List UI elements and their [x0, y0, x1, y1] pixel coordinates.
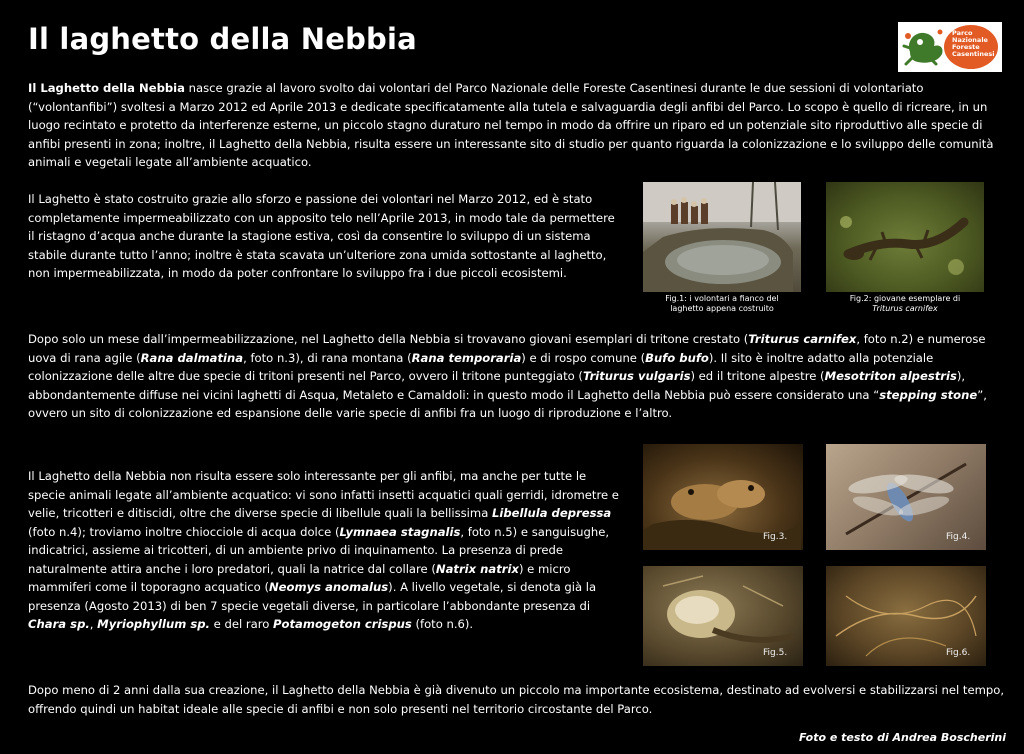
fauna-flora-paragraph: Il Laghetto della Nebbia non risulta essere solo interessante per gli anfibi, ma anche per tutte le specie animali legate all’ambiente acquatico: vi sono infatti insetti acquatici quali gerridi, idrometre e velie, tricotteri e ditiscidi, oltre che diverse specie di libellule quali la bellissima Libellula depressa (foto n.4); troviamo inoltre chiocciole di acqua dolce (Lymnaea stagnalis, foto n.5) e sanguisughe, indicatrici, assieme ai tricotteri, di un ambiente privo di inquinamento. La presenza di prede naturalmente attira anche i loro predatori, quali la natrice dal collare (Natrix natrix) e micro mammiferi come il toporagno acquatico (Neomys anomalus). A livello vegetale, si denota già la presenza (Agosto 2013) di ben 7 specie vegetali diverse, in particolare l’abbondante presenza di Chara sp., Myriophyllum sp. e del raro Potamogeton crispus (foto n.6).: [28, 469, 619, 631]
logo-text: Parco Nazionale Foreste Casentinesi: [952, 29, 995, 58]
amphibians-paragraph: Dopo solo un mese dall’impermeabilizzazione, nel Laghetto della Nebbia si trovavano giovani esemplari di tritone crestato (Triturus carnifex, foto n.2) e numerose uova di rana agile (Rana dalmatina, foto n.3), di rana montana (Rana temporaria) e di rospo comune (Bufo bufo). Il sito è inoltre adatto alla potenziale colonizzazione delle altre due specie di tritoni presenti nel Parco, ovvero il tritone punteggiato (Triturus vulgaris) ed il tritone alpestre (Mesotriton alpestris), abbondantemente diffuse nei vicini laghetti di Asqua, Metaleto e Camaldoli: in questo modo il Laghetto della Nebbia può essere considerato una “stepping stone”, ovvero un sito di colonizzazione ed espansione delle varie specie di anfibi fra un luogo di riproduzione e l’altro.: [28, 332, 987, 420]
fig1-volunteers-photo: [643, 182, 801, 292]
fig6-aquatic-plants-photo: [826, 566, 986, 666]
fig2-newt-photo: [826, 182, 984, 292]
fig5-snail-photo: [643, 566, 803, 666]
fig4-dragonfly-photo: [826, 444, 986, 550]
fig1-caption: Fig.1: i volontari a fianco del laghetto appena costruito: [665, 294, 779, 313]
frog-logo-icon: [900, 24, 948, 70]
fig4-label: Fig.4.: [946, 532, 971, 542]
fig5-label: Fig.5.: [763, 648, 788, 658]
fig2-caption: Fig.2: giovane esemplare di Triturus carnifex: [849, 294, 961, 313]
fig6-label: Fig.6.: [946, 648, 971, 658]
construction-paragraph: Il Laghetto è stato costruito grazie allo sforzo e passione dei volontari nel Marzo 2012, ed è stato completamente impermeabilizzato con un apposito telo nell’Aprile 2013, in modo tale da permettere il ristagno d’acqua anche durante la stagione estiva, così da consentire lo sviluppo di un sistema stabile durante tutto l’anno; inoltre è stata scavata un’ulteriore zona umida sottostante al laghetto, non impermeabilizzata, in modo da poter confrontare lo sviluppo fra i due piccoli ecosistemi.: [28, 192, 615, 280]
photo-credit: Foto e testo di Andrea Boscherini: [799, 731, 1006, 744]
park-logo: [898, 22, 1002, 72]
fig3-frogs-photo: [643, 444, 803, 550]
intro-paragraph: Il Laghetto della Nebbia nasce grazie al lavoro svolto dai volontari del Parco Nazionale delle Foreste Casentinesi durante le due sessioni di volontariato (“volontanfibi”) svoltesi a Marzo 2012 ed Aprile 2013 e dedicate specificatamente alla tutela e salvaguardia degli anfibi del Parco. Lo scopo è quello di ricreare, in un luogo recintato e protetto da interferenze esterne, un piccolo stagno duraturo nel tempo in modo da offrire un riparo ed un potenziale sito riproduttivo alle specie di anfibi presenti in zona; inoltre, il Laghetto della Nebbia, risulta essere un interessante sito di studio per quanto riguarda la colonizzazione e lo sviluppo delle comunità animali e vegetali legate all’ambiente acquatico.: [28, 81, 994, 169]
fig3-label: Fig.3.: [763, 532, 788, 542]
conclusion-paragraph: Dopo meno di 2 anni dalla sua creazione, il Laghetto della Nebbia è già divenuto un piccolo ma importante ecosistema, destinato ad evolversi e stabilizzarsi nel tempo, offrendo quindi un habitat ideale alle specie di anfibi e non solo presenti nel territorio circostante del Parco.: [28, 683, 1005, 716]
page-title: Il laghetto della Nebbia: [28, 22, 417, 56]
